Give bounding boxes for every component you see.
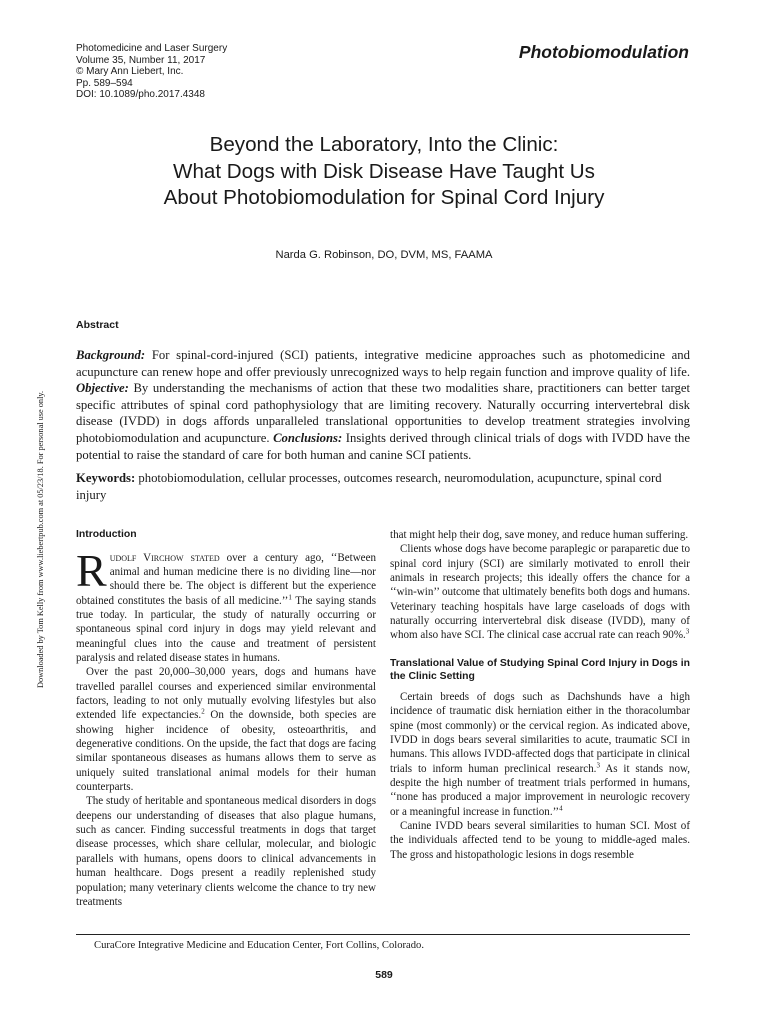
paragraph-text: Clients whose dogs have become paraplegic or paraparetic due to spinal cord injury (SCI) are similarly motivated to enroll their animals in research projects; this ideally offers the chance for a ‘‘win-win’’ outcome that ultimately benefits both dogs and humans. Veterinary teaching hospitals have large caseloads of dogs with naturally occurring intervertebral disk disease (IVDD), many of whom also have SCI. The clinical case accrual rate can reach 90%. <box>390 543 690 642</box>
section-label: Photobiomodulation <box>518 42 689 62</box>
body-column-right <box>390 528 690 862</box>
citation-ref[interactable]: 4 <box>559 804 563 813</box>
title-line: About Photobiomodulation for Spinal Cord Injury <box>163 186 605 209</box>
intro-smallcaps: udolf Virchow stated <box>109 551 220 564</box>
breeds-paragraph <box>390 690 690 819</box>
journal-pages: Pp. 589–594 <box>76 77 133 89</box>
journal-copyright: © Mary Ann Liebert, Inc. <box>76 66 184 78</box>
continued-paragraph: that might help their dog, save money, and reduce human suffering. <box>390 529 689 541</box>
objective-text: By understanding the mechanisms of action that these two modalities share, practitioners can better target specific attributes of spinal cord pathophysiology that are limiting recovery. Naturally occurring intervertebral disk disease (IVDD) in dogs affords unparalleled translational opportunities to develop treatment strategies involving photobiomodulation and acupuncture. <box>76 381 691 445</box>
page-number: 589 <box>375 969 393 981</box>
citation-ref[interactable]: 3 <box>596 760 600 769</box>
background-text: For spinal-cord-injured (SCI) patients, integrative medicine approaches such as photomedicine and acupuncture can renew hope and offer previously unrecognized ways to help regain function and improve quality of life. <box>76 348 690 379</box>
download-notice: Downloaded by Tom Kelly from www.liebertpub.com at 05/23/18. For personal use only. <box>36 390 45 688</box>
footnote-divider <box>76 934 690 935</box>
journal-name: Photomedicine and Laser Surgery <box>76 43 228 54</box>
keywords-text: photobiomodulation, cellular processes, outcomes research, neuromodulation, acupuncture, spinal cord injury <box>76 471 662 502</box>
keywords-label: Keywords: <box>76 471 136 485</box>
intro-paragraph-3: The study of heritable and spontaneous medical disorders in dogs deepens our understanding of diseases that also plague humans, such as cancer. Finding successful treatments in dogs that target disease processes, which share cellular, molecular, and biologic parallels with humans, opens doors to clinical advancements in human healthcare. Dogs present a readily replenished study population; many veterinary clients welcome the chance to try new treatments <box>76 795 376 908</box>
translational-heading: Translational Value of Studying Spinal Cord Injury in Dogs in the Clinic Setting <box>390 657 690 683</box>
title-line: Beyond the Laboratory, Into the Clinic: <box>209 133 559 156</box>
article-title <box>60 132 708 212</box>
keywords <box>76 470 690 503</box>
journal-meta <box>76 43 396 101</box>
intro-text-end: The saying stands true today. In particular, the study of naturally occurring or spontaneous spinal cord injury in dogs may yield relevant and meaningful clues into the cause and treatment of persistent paralysis and related disease states in humans. <box>76 594 376 664</box>
conclusions-label: Conclusions: <box>273 430 343 445</box>
affiliation: CuraCore Integrative Medicine and Education Center, Fort Collins, Colorado. <box>94 940 424 951</box>
drop-cap: R <box>76 544 107 596</box>
citation-ref[interactable]: 1 <box>288 592 292 601</box>
abstract-heading: Abstract <box>76 319 119 331</box>
abstract-body <box>76 347 690 463</box>
paragraph-text: As it stands now, despite the high number of treatment trials performed in humans, ‘‘none has produced a major improvement in neurologic recovery or a meaningful increase in function.’’ <box>390 762 690 818</box>
paragraph-text: Certain breeds of dogs such as Dachshunds have a high incidence of traumatic disk herniation either in the thoracolumbar spine (most commonly) or the cervical region. As indicated above, IVDD in dogs bears several similarities to acute, traumatic SCI in humans. This allows IVDD-affected dogs that participate in clinical trials to inform human preclinical research. <box>390 690 690 775</box>
body-column-left <box>76 528 376 909</box>
objective-label: Objective: <box>76 381 129 396</box>
journal-volume: Volume 35, Number 11, 2017 <box>76 54 206 66</box>
citation-ref[interactable]: 3 <box>685 627 690 636</box>
background-label: Background: <box>76 348 146 362</box>
title-line: What Dogs with Disk Disease Have Taught Us <box>173 159 595 183</box>
conclusions-text: Insights derived through clinical trials of dogs with IVDD have the potential to raise the standard of care for both human and canine SCI patients. <box>76 430 690 462</box>
author-line: Narda G. Robinson, DO, DVM, MS, FAAMA <box>275 249 493 261</box>
intro-paragraph <box>76 544 376 666</box>
canine-paragraph: Canine IVDD bears several similarities to human SCI. Most of the individuals affected tend to be young to middle-aged males. The gross and histopathologic lesions in dogs resemble <box>390 820 690 861</box>
intro-text: over a century ago, ‘‘Between animal and human medicine there is no dividing line—nor should there be. The object is different but the experience obtained constitutes the basis of all medicine.’’ <box>76 551 376 607</box>
paragraph-text: Over the past 20,000–30,000 years, dogs and humans have travelled parallel courses and experienced similar environmental factors, leading to not only mutually evolving lifestyles but also extended life expectancies. <box>76 666 376 722</box>
paragraph-text: On the downside, both species are showing higher incidence of obesity, osteoarthritis, and degenerative conditions. On the upside, the fact that dogs are facing similar spontaneous diseases as humans allows them to serve as uniquely suited translational animal models for their human counterparts. <box>76 709 377 794</box>
clients-paragraph <box>390 542 690 642</box>
journal-doi: DOI: 10.1089/pho.2017.4348 <box>76 89 205 101</box>
introduction-heading: Introduction <box>76 529 137 540</box>
citation-ref[interactable]: 2 <box>201 707 205 716</box>
intro-paragraph-2 <box>76 665 376 794</box>
